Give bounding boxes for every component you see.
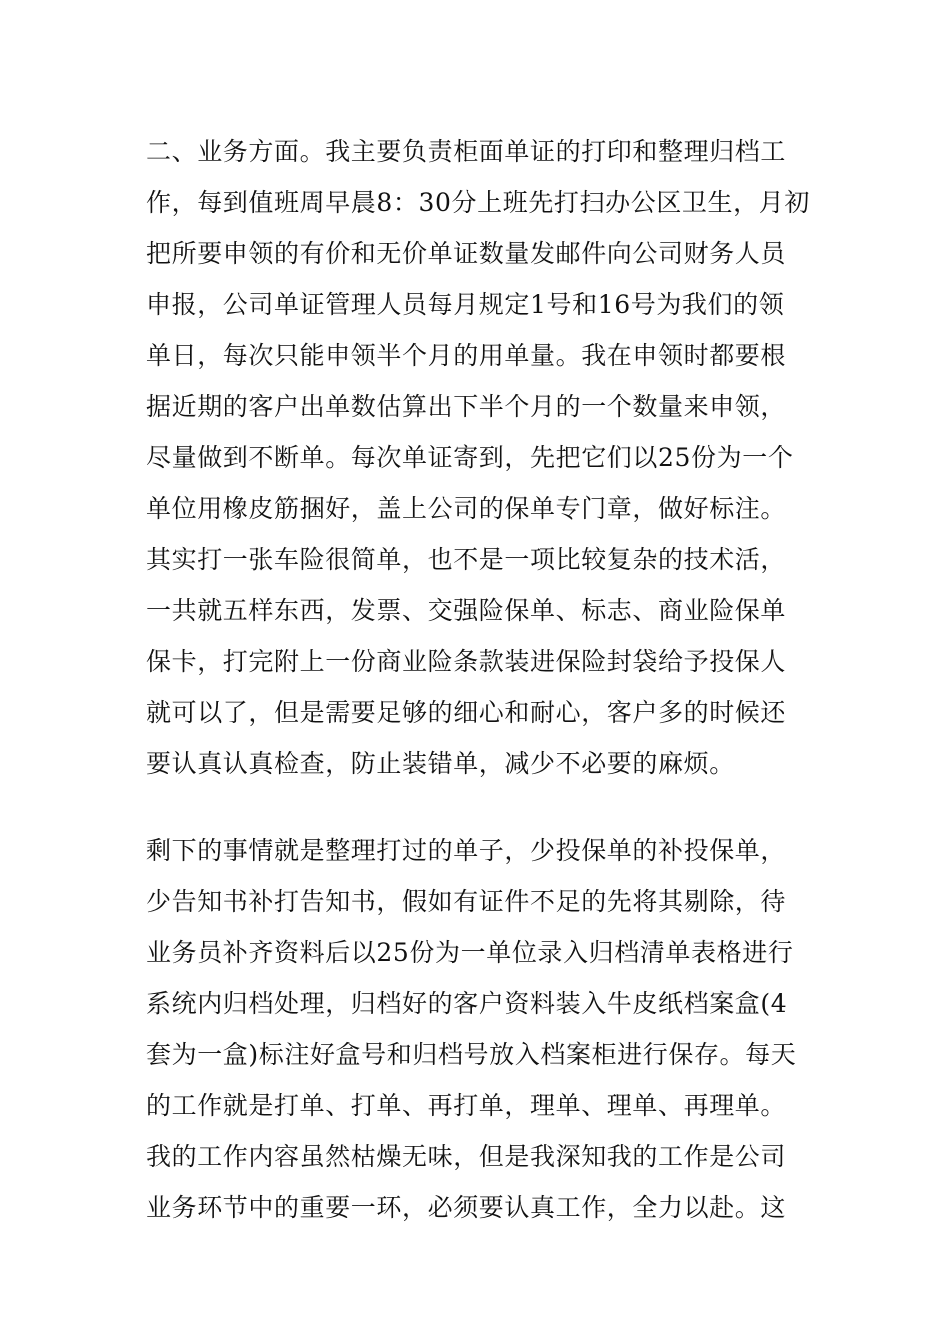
paragraph-archiving bbox=[146, 825, 816, 1233]
text-line: 二、业务方面。我主要负责柜面单证的打印和整理归档工 bbox=[146, 137, 787, 166]
text-line: 保卡，打完附上一份商业险条款装进保险封袋给予投保人 bbox=[146, 647, 787, 676]
text-line: 系统内归档处理，归档好的客户资料装入牛皮纸档案盒(4 bbox=[146, 989, 788, 1018]
text-line: 要认真认真检查，防止装错单，减少不必要的麻烦。 bbox=[146, 749, 735, 778]
text-line: 把所要申领的有价和无价单证数量发邮件向公司财务人员 bbox=[146, 239, 787, 268]
text-line: 作，每到值班周早晨8：30分上班先打扫办公区卫生，月初 bbox=[146, 188, 810, 217]
paragraph-business bbox=[146, 126, 816, 789]
text-line: 尽量做到不断单。每次单证寄到，先把它们以25份为一个 bbox=[146, 443, 794, 472]
text-line: 的工作就是打单、打单、再打单，理单、理单、再理单。 bbox=[146, 1091, 787, 1120]
text-line: 套为一盒)标注好盒号和归档号放入档案柜进行保存。每天 bbox=[146, 1040, 797, 1069]
text-line: 单日，每次只能申领半个月的用单量。我在申领时都要根 bbox=[146, 341, 787, 370]
text-line: 申报，公司单证管理人员每月规定1号和16号为我们的领 bbox=[146, 290, 785, 319]
text-line: 其实打一张车险很简单，也不是一项比较复杂的技术活， bbox=[146, 545, 787, 574]
text-line: 业务环节中的重要一环，必须要认真工作，全力以赴。这 bbox=[146, 1193, 787, 1222]
text-line: 单位用橡皮筋捆好，盖上公司的保单专门章，做好标注。 bbox=[146, 494, 787, 523]
text-line: 我的工作内容虽然枯燥无味，但是我深知我的工作是公司 bbox=[146, 1142, 787, 1171]
text-line: 就可以了，但是需要足够的细心和耐心，客户多的时候还 bbox=[146, 698, 787, 727]
text-line: 剩下的事情就是整理打过的单子，少投保单的补投保单， bbox=[146, 836, 787, 865]
text-line: 业务员补齐资料后以25份为一单位录入归档清单表格进行 bbox=[146, 938, 794, 967]
text-line: 据近期的客户出单数估算出下半个月的一个数量来申领， bbox=[146, 392, 787, 421]
text-line: 少告知书补打告知书，假如有证件不足的先将其剔除，待 bbox=[146, 887, 787, 916]
text-line: 一共就五样东西，发票、交强险保单、标志、商业险保单 bbox=[146, 596, 787, 625]
